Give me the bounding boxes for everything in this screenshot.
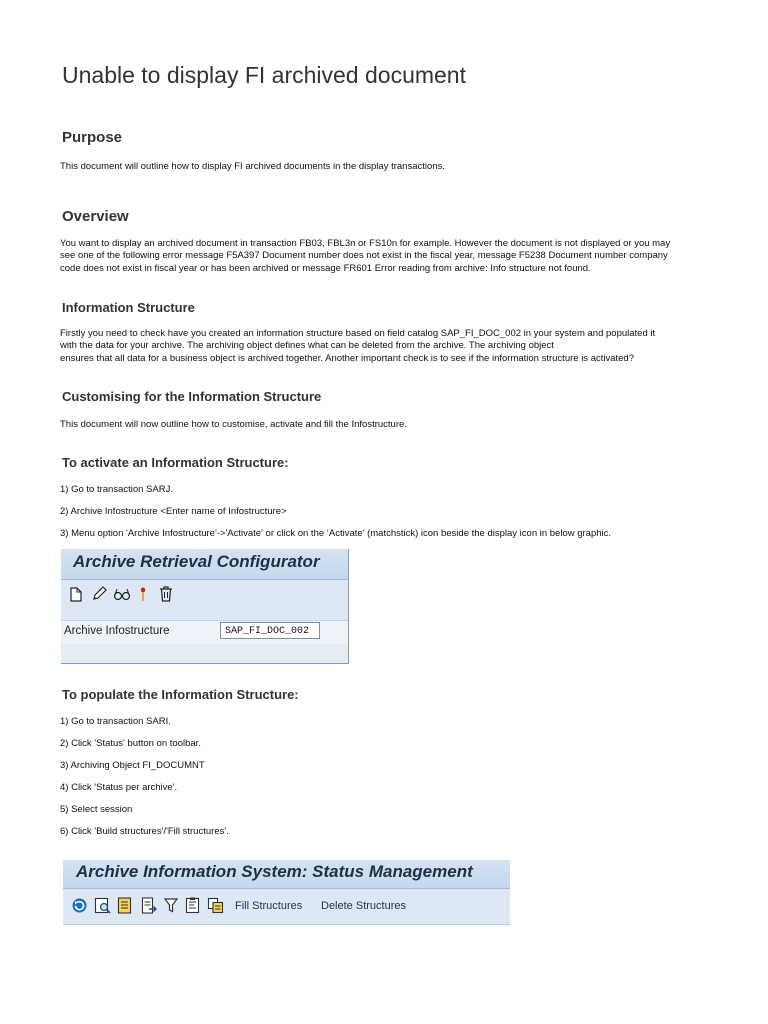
activate-step-2: 2) Archive Infostructure <Enter name of Infostructure> <box>60 506 287 517</box>
overview-line: You want to display an archived document in transaction FB03, FBL3n or FS10n for example. However the document is not displayed or you may <box>60 238 671 249</box>
refresh-icon[interactable] <box>71 897 88 914</box>
populate-heading: To populate the Information Structure: <box>62 687 299 702</box>
sap-title-bar <box>63 860 510 889</box>
info-structure-heading: Information Structure <box>62 300 195 315</box>
sap-window-title: Archive Information System: Status Management <box>76 862 473 881</box>
document-list-icon[interactable] <box>117 897 132 914</box>
glasses-icon[interactable] <box>113 587 131 601</box>
overview-heading: Overview <box>62 208 129 225</box>
fill-structures-button[interactable]: Fill Structures <box>235 900 303 912</box>
populate-step-6: 6) Click 'Build structures'/'Fill structures'. <box>60 826 229 837</box>
sap-window-title: Archive Retrieval Configurator <box>73 552 320 571</box>
populate-step-1: 1) Go to transaction SARI. <box>60 716 171 727</box>
populate-step-3: 3) Archiving Object FI_DOCUMNT <box>60 760 205 771</box>
notes-icon[interactable] <box>185 897 200 914</box>
activate-step-3: 3) Menu option 'Archive Infostructure'->'Activate' or click on the ‘Activate’ (matchstick) icon beside the display icon in below graphic. <box>60 528 612 539</box>
overview-icon[interactable] <box>94 897 111 914</box>
activate-heading: To activate an Information Structure: <box>62 455 289 470</box>
info-structure-line: Firstly you need to check have you created an information structure based on field catalog SAP_FI_DOC_002 in your system and populated it <box>60 328 656 339</box>
page-title: Unable to display FI archived document <box>62 62 466 88</box>
archive-information-system-screenshot <box>63 860 510 925</box>
archive-retrieval-configurator-screenshot <box>61 549 349 664</box>
purpose-text: This document will outline how to display FI archived documents in the display transactions. <box>60 161 445 172</box>
info-structure-paragraph <box>60 328 655 365</box>
info-structure-line: ensures that all data for a business object is archived together. Another important check is to see if the information structure is activated? <box>60 352 635 364</box>
archive-infostructure-label: Archive Infostructure <box>64 625 170 637</box>
document-arrow-icon[interactable] <box>141 897 157 914</box>
delete-structures-button[interactable]: Delete Structures <box>321 900 406 912</box>
purpose-heading: Purpose <box>62 129 123 146</box>
populate-step-2: 2) Click 'Status' button on toolbar. <box>60 738 201 749</box>
filter-icon[interactable] <box>164 898 178 913</box>
customising-text: This document will now outline how to customise, activate and fill the Infostructure. <box>60 419 407 430</box>
trash-icon[interactable] <box>159 586 173 602</box>
populate-step-4: 4) Click 'Status per archive'. <box>60 782 178 793</box>
activate-step-1: 1) Go to transaction SARJ. <box>60 484 173 495</box>
overview-line: see one of the following error message F5A397 Document number does not exist in the fiscal year, message F5238 Document number company <box>60 250 668 262</box>
new-document-icon[interactable] <box>70 587 82 602</box>
info-structure-line: with the data for your archive. The archiving object defines what can be deleted from the archive. The archiving object <box>60 340 554 352</box>
sap-toolbar <box>61 580 348 621</box>
overview-line: code does not exist in fiscal year or has been archived or message FR601 Error reading from archive: Info structure not found. <box>60 262 591 274</box>
customising-heading: Customising for the Information Structure <box>62 389 322 404</box>
copy-icon[interactable] <box>207 897 224 914</box>
pencil-icon[interactable] <box>91 586 107 602</box>
sap-title-bar <box>61 549 348 580</box>
matchstick-icon[interactable] <box>140 587 146 602</box>
archive-infostructure-input[interactable]: SAP_FI_DOC_002 <box>220 622 320 639</box>
overview-paragraph <box>60 238 670 275</box>
populate-step-5: 5) Select session <box>60 804 133 815</box>
